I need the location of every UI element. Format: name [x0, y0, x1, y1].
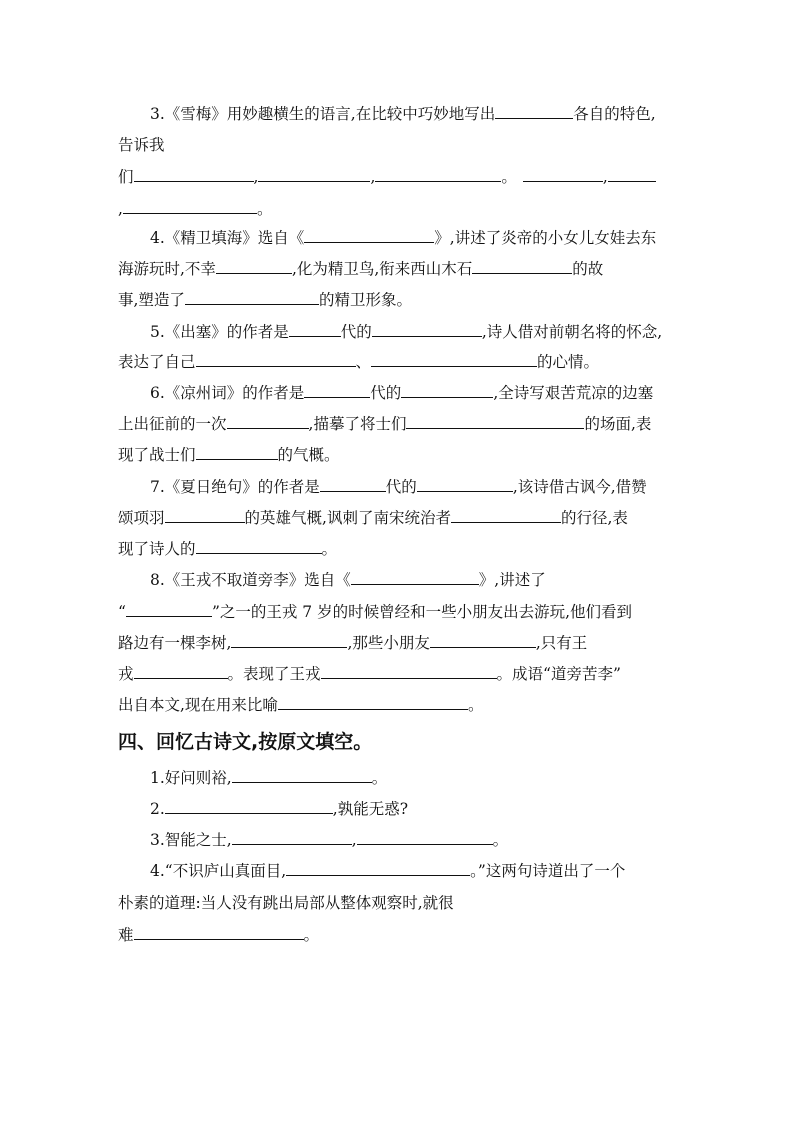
blank[interactable]	[401, 383, 493, 398]
q7-line-2: 颂项羽 的英雄气概,讽刺了南宋统治者 的行径,表	[118, 509, 628, 527]
q8-line-2: “ ”之一的王戎 7 岁的时候曾经和一些小朋友出去游玩,他们看到	[118, 603, 633, 621]
blank[interactable]	[357, 830, 493, 845]
blank[interactable]	[196, 352, 356, 367]
poem-item-1: 1.好问则裕, 。	[150, 769, 388, 787]
q7-line-3: 现了诗人的 。	[118, 540, 338, 558]
blank[interactable]	[304, 228, 434, 243]
blank[interactable]	[406, 414, 584, 429]
q3-line-4: , 。	[118, 200, 273, 218]
blank[interactable]	[216, 259, 292, 274]
q6-line-2: 上出征前的一次 ,描摹了将士们 的场面,表	[118, 415, 652, 433]
q8-line-3: 路边有一棵李树, ,那些小朋友 ,只有王	[118, 634, 588, 652]
blank[interactable]	[227, 414, 309, 429]
poem-item-3: 3.智能之士, , 。	[150, 831, 509, 849]
q4-line-2: 海游玩时,不幸 ,化为精卫鸟,衔来西山木石 的故	[118, 260, 604, 278]
blank[interactable]	[417, 477, 513, 492]
q6-line-3: 现了战士们 的气概。	[118, 446, 340, 464]
blank[interactable]	[320, 477, 386, 492]
q8-line-4: 戎 。表现了王戎 。成语“道旁苦李”	[118, 665, 621, 683]
blank[interactable]	[289, 322, 341, 337]
q4-line-3: 事,塑造了 的精卫形象。	[118, 291, 412, 309]
poem-item-4-line-1: 4.“不识庐山真面目, 。”这两句诗道出了一个	[150, 862, 626, 880]
q3-line-2: 告诉我	[118, 136, 165, 154]
q7-line-1: 7.《夏日绝句》的作者是 代的 ,该诗借古讽今,借赞	[150, 478, 647, 496]
blank[interactable]	[196, 539, 322, 554]
q8-line-1: 8.《王戎不取道旁李》选自《 》,讲述了	[150, 571, 546, 589]
blank[interactable]	[371, 352, 537, 367]
poem-item-4-line-3: 难 。	[118, 926, 320, 944]
blank[interactable]	[232, 768, 372, 783]
section-4-heading: 四、回忆古诗文,按原文填空。	[118, 731, 373, 753]
q3-line-3: 们 , , 。 ,	[118, 167, 678, 187]
blank[interactable]	[372, 322, 482, 337]
blank[interactable]	[232, 830, 352, 845]
blank[interactable]	[165, 508, 245, 523]
blank[interactable]	[231, 633, 347, 648]
blank[interactable]	[351, 570, 479, 585]
blank[interactable]	[258, 167, 370, 182]
blank[interactable]	[286, 861, 470, 876]
q3-line-1: 3.《雪梅》用妙趣横生的语言,在比较中巧妙地写出 各自的特色,	[150, 105, 656, 123]
blank[interactable]	[430, 633, 536, 648]
blank[interactable]	[278, 695, 468, 710]
blank[interactable]	[196, 445, 278, 460]
blank[interactable]	[495, 104, 573, 119]
blank[interactable]	[304, 383, 370, 398]
q5-line-1: 5.《出塞》的作者是 代的 ,诗人借对前朝名将的怀念,	[150, 323, 663, 341]
blank[interactable]	[134, 664, 228, 679]
q6-line-1: 6.《凉州词》的作者是 代的 ,全诗写艰苦荒凉的边塞	[150, 384, 654, 402]
blank[interactable]	[126, 602, 212, 617]
blank[interactable]	[523, 167, 603, 182]
blank[interactable]	[375, 167, 501, 182]
q5-line-2: 表达了自己 、 的心情。	[118, 353, 600, 371]
blank[interactable]	[134, 167, 254, 182]
q8-line-5: 出自本文,现在用来比喻 。	[118, 696, 484, 714]
blank[interactable]	[321, 664, 497, 679]
poem-item-4-line-2: 朴素的道理:当人没有跳出局部从整体观察时,就很	[118, 894, 454, 912]
blank[interactable]	[185, 290, 319, 305]
blank[interactable]	[472, 259, 572, 274]
q4-line-1: 4.《精卫填海》选自《 》,讲述了炎帝的小女儿女娃去东	[150, 229, 657, 247]
blank[interactable]	[451, 508, 561, 523]
blank[interactable]	[134, 925, 304, 940]
poem-item-2: 2. ,孰能无惑?	[150, 800, 409, 818]
blank[interactable]	[608, 167, 656, 182]
blank[interactable]	[165, 799, 333, 814]
blank[interactable]	[123, 199, 257, 214]
